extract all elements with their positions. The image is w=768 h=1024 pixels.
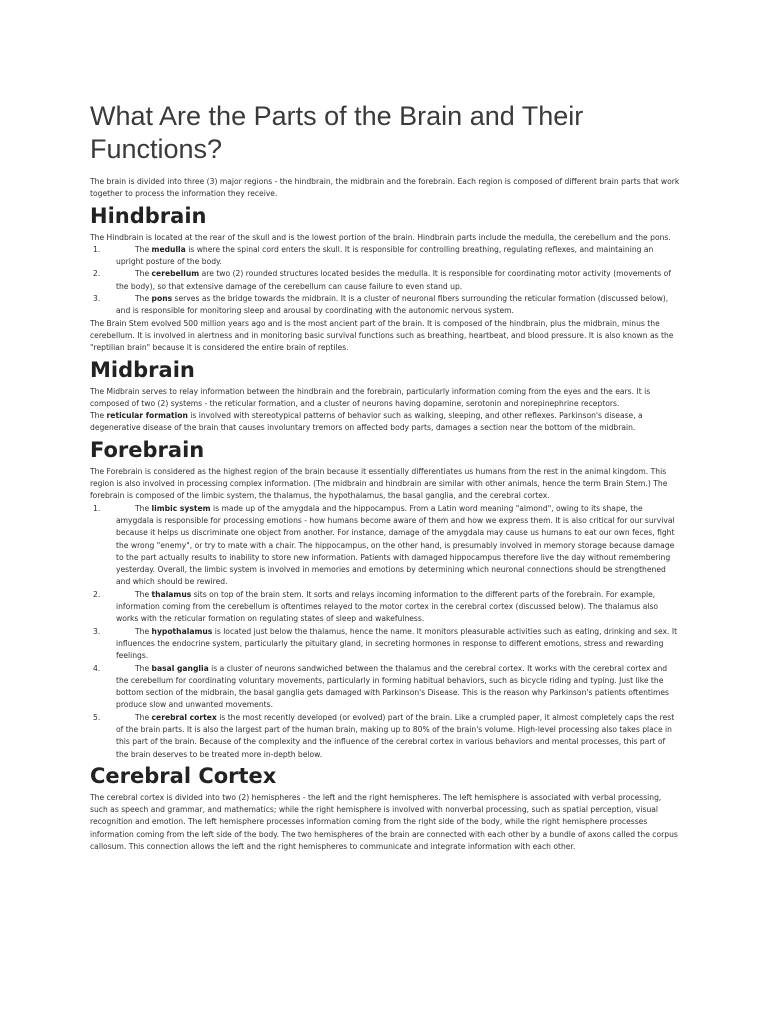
item-text: are two (2) rounded structures located besides the medulla. It is responsible for coordinating motor activity (movements of the body), so that extensive damage of the cerebellum can cause failure to even stand up. <box>116 269 671 291</box>
term-medulla: medulla <box>151 244 186 254</box>
item-prefix: The <box>135 589 152 599</box>
term-limbic-system: limbic system <box>151 503 211 513</box>
term-reticular-formation: reticular formation <box>106 411 188 421</box>
hindbrain-heading: Hindbrain <box>90 203 207 228</box>
list-item <box>90 268 680 293</box>
list-item <box>90 663 680 712</box>
paragraph-text: is involved with stereotypical patterns of behavior such as walking, sleeping, and other reflexes. Parkinson's disease, a degenerative disease of the brain that causes involuntary tremors on affected body parts, damages a section near the bottom of the midbrain. <box>90 411 643 433</box>
item-text: is a cluster of neurons sandwiched between the thalamus and the cerebral cortex. It works with the cerebral cortex and the cerebellum for coordinating voluntary movements, particularly in forming habitual behaviors, such as bicycle riding and typing. Just like the bottom section of the midbrain, the basal ganglia gets damaged with Parkinson's Disease. This is the reason why Parkinson's patients oftentimes produce slow and unwanted movements. <box>116 663 670 710</box>
reticular-formation-paragraph <box>90 410 680 435</box>
item-text: is made up of the amygdala and the hippocampus. From a Latin word meaning "almond", owing to its shape, the amygdala is responsible for processing emotions - how humans become aware of them and how we express them. It is also critical for our survival because it helps us discriminate one object from another. For instance, damage of the amygdala may cause us humans to eat our own feces, fight the wrong "enemy", or try to mate with a chair. The hippocampus, on the other hand, is presumably involved in memory storage because damage to the part actually results to inability to store new information. Patients with damaged hippocampus therefore live the day without remembering yesterday. Overall, the limbic system is involved in memories and emotions by determining which neuronal connections should be strengthened and which should be rewired. <box>116 503 675 587</box>
midbrain-heading: Midbrain <box>90 357 195 382</box>
item-prefix: The <box>135 663 152 673</box>
page-title: What Are the Parts of the Brain and Their Functions? <box>90 101 584 164</box>
term-hypothalamus: hypothalamus <box>151 626 213 636</box>
list-item <box>90 589 680 626</box>
item-prefix: The <box>135 626 152 636</box>
item-text: sits on top of the brain stem. It sorts and relays incoming information to the different parts of the forebrain. For example, information coming from the cerebellum is oftentimes relayed to the motor cortex in the cerebral cortex (discussed below). The thalamus also works with the reticular formation on regulating states of sleep and wakefulness. <box>116 589 659 624</box>
item-text: is located just below the thalamus, hence the name. It monitors pleasurable activities such as eating, drinking and sex. It influences the endocrine system, particularly the pituitary gland, in secreting hormones in response to different emotions, stress and rewarding feelings. <box>116 626 678 661</box>
paragraph-prefix: The <box>90 411 107 421</box>
list-item <box>90 244 680 269</box>
list-item <box>90 626 680 663</box>
item-prefix: The <box>135 712 152 722</box>
item-prefix: The <box>135 269 152 279</box>
list-number: 2. <box>93 589 101 599</box>
hindbrain-list <box>90 244 680 318</box>
list-number: 1. <box>93 244 101 254</box>
item-text: serves as the bridge towards the midbrain. It is a cluster of neuronal fibers surrounding the reticular formation (discussed below), and is responsible for monitoring sleep and arousal by coordinating with the autonomic nervous system. <box>116 294 669 316</box>
list-number: 2. <box>93 269 101 279</box>
brainstem-paragraph: The Brain Stem evolved 500 million years ago and is the most ancient part of the brain. It is composed of the hindbrain, plus the midbrain, minus the cerebellum. It is involved in alertness and in monitoring basic survival functions such as breathing, heartbeat, and blood pressure. It is also known as the "reptilian brain" because it is considered the entire brain of reptiles. <box>90 318 674 353</box>
item-text: is where the spinal cord enters the skull. It is responsible for controlling breathing, regulating reflexes, and maintaining an upright posture of the body. <box>116 244 654 267</box>
term-pons: pons <box>151 294 173 304</box>
list-number: 5. <box>93 712 101 722</box>
list-number: 3. <box>93 626 101 636</box>
list-number: 4. <box>93 663 101 673</box>
item-prefix: The <box>135 244 152 254</box>
list-item <box>90 712 680 761</box>
forebrain-list <box>90 503 680 761</box>
intro-paragraph: The brain is divided into three (3) major regions - the hindbrain, the midbrain and the forebrain. Each region is composed of different brain parts that work together to process the information they receive. <box>90 177 680 199</box>
cerebral-cortex-paragraph: The cerebral cortex is divided into two (2) hemispheres - the left and the right hemispheres. The left hemisphere is associated with verbal processing, such as speech and grammar, and mathematics; while the right hemisphere is involved with nonverbal processing, such as spatial perception, visual recognition and emotion. The left hemisphere processes information coming from the right side of the body, while the right hemisphere processes information coming from the left side of the body. The two hemispheres of the brain are connected with each other by a bundle of axons called the corpus callosum. This connection allows the left and the right hemispheres to communicate and integrate information with each other. <box>90 792 678 852</box>
list-item <box>90 503 680 589</box>
forebrain-intro: The Forebrain is considered as the highest region of the brain because it essentially differentiates us humans from the rest in the animal kingdom. This region is also involved in processing complex information. (The midbrain and hindbrain are similar with other animals, hence the term Brain Stem.) The forebrain is composed of the limbic system, the thalamus, the hypothalamus, the basal ganglia, and the cerebral cortex. <box>90 466 668 501</box>
forebrain-heading: Forebrain <box>90 437 205 462</box>
item-prefix: The <box>135 503 152 513</box>
term-cerebellum: cerebellum <box>151 269 200 279</box>
item-prefix: The <box>135 294 152 304</box>
document-page <box>90 100 680 853</box>
term-cerebral-cortex: cerebral cortex <box>151 712 217 722</box>
term-thalamus: thalamus <box>151 589 192 599</box>
cerebral-cortex-heading: Cerebral Cortex <box>90 763 277 788</box>
term-basal-ganglia: basal ganglia <box>151 663 209 673</box>
list-number: 1. <box>93 503 101 513</box>
item-text: is the most recently developed (or evolved) part of the brain. Like a crumpled paper, it almost completely caps the rest of the brain parts. It is also the largest part of the human brain, making up to 80% of the brain's volume. High-level processing also takes place in this part of the brain. Because of the complexity and the influence of the cerebral cortex in various behaviors and mental processes, this part of the brain deserves to be treated more in-depth below. <box>116 712 675 759</box>
list-item <box>90 293 680 318</box>
list-number: 3. <box>93 294 101 304</box>
hindbrain-intro: The Hindbrain is located at the rear of the skull and is the lowest portion of the brain. Hindbrain parts include the medulla, the cerebellum and the pons. <box>90 232 671 242</box>
midbrain-intro: The Midbrain serves to relay information between the hindbrain and the forebrain, particularly information coming from the eyes and the ears. It is composed of two (2) systems - the reticular formation, and a cluster of neurons having dopamine, serotonin and norepinephrine receptors. <box>90 386 651 408</box>
